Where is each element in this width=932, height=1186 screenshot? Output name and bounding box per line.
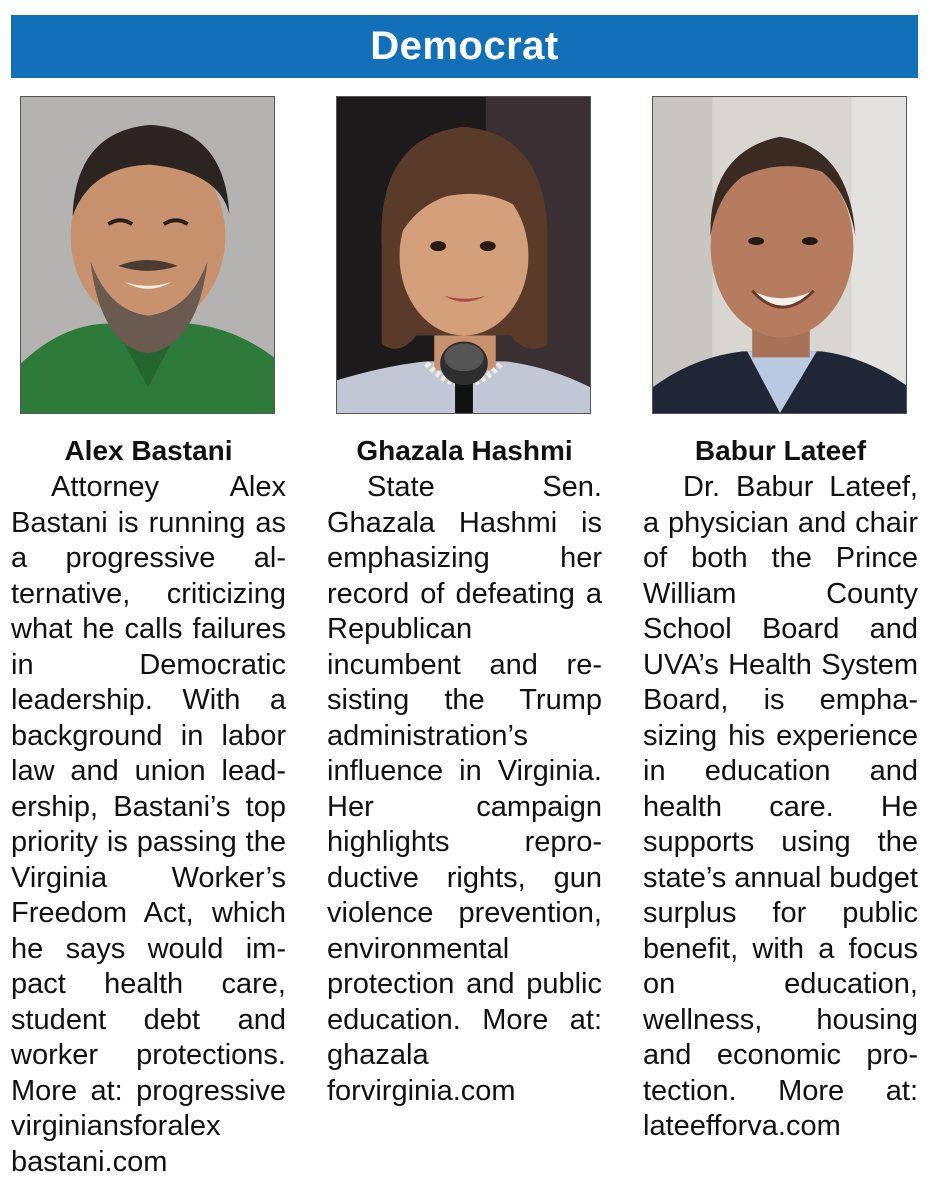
candidate-bio-text: State Sen. Ghazala Hashmi is emphasizing her record of defeating a Republican incumbent and resisting the Trump administration’s influence in Virginia. Her campaign highlights reproductive rights, gun violence prevention, environmental protection and public education.: [327, 471, 602, 1036]
portrait-image: [337, 97, 590, 413]
candidate-name: Ghazala Hashmi: [356, 435, 573, 466]
candidate-photo: [652, 96, 907, 414]
candidate-website-link[interactable]: More at: progressive virginiansforalex bastani.com: [11, 1074, 286, 1178]
portrait-image: [21, 97, 274, 413]
candidate-website-link[interactable]: More at: lateefforva.com: [643, 1074, 918, 1142]
candidate-bio: [327, 470, 602, 1109]
candidate-bio-text: Dr. Babur Lateef, a physician and chair of both the Prince William County School Board and UVA’s Health System Board, is emphasizing his experience in education and health care. He supports using the state’s annual budget surplus for public benefit, with a focus on education, wellness, housing and economic protection.: [643, 471, 918, 1107]
candidate-column-lateef: [643, 96, 918, 1145]
candidate-column-bastani: [11, 96, 286, 1180]
candidate-photo: [336, 96, 591, 414]
candidate-bio-text: Attorney Alex Bastani is running as a progressive alternative, criticizing what he calls failures in Democratic leadership. With a background in labor law and union leadership, Bastani’s top priority is passing the Virginia Worker’s Freedom Act, which he says would impact health care, student debt and worker protections.: [11, 471, 286, 1071]
candidate-website-link[interactable]: More at: ghazala forvirginia.com: [327, 1003, 603, 1107]
candidate-photo: [20, 96, 275, 414]
portrait-image: [653, 97, 906, 413]
candidate-column-hashmi: [327, 96, 602, 1109]
candidate-bio: [11, 470, 286, 1180]
candidate-name: Babur Lateef: [694, 435, 867, 466]
candidate-bio: [643, 470, 918, 1145]
candidate-name: Alex Bastani: [64, 435, 233, 466]
party-banner: [11, 15, 918, 78]
party-title: Democrat: [370, 24, 559, 68]
